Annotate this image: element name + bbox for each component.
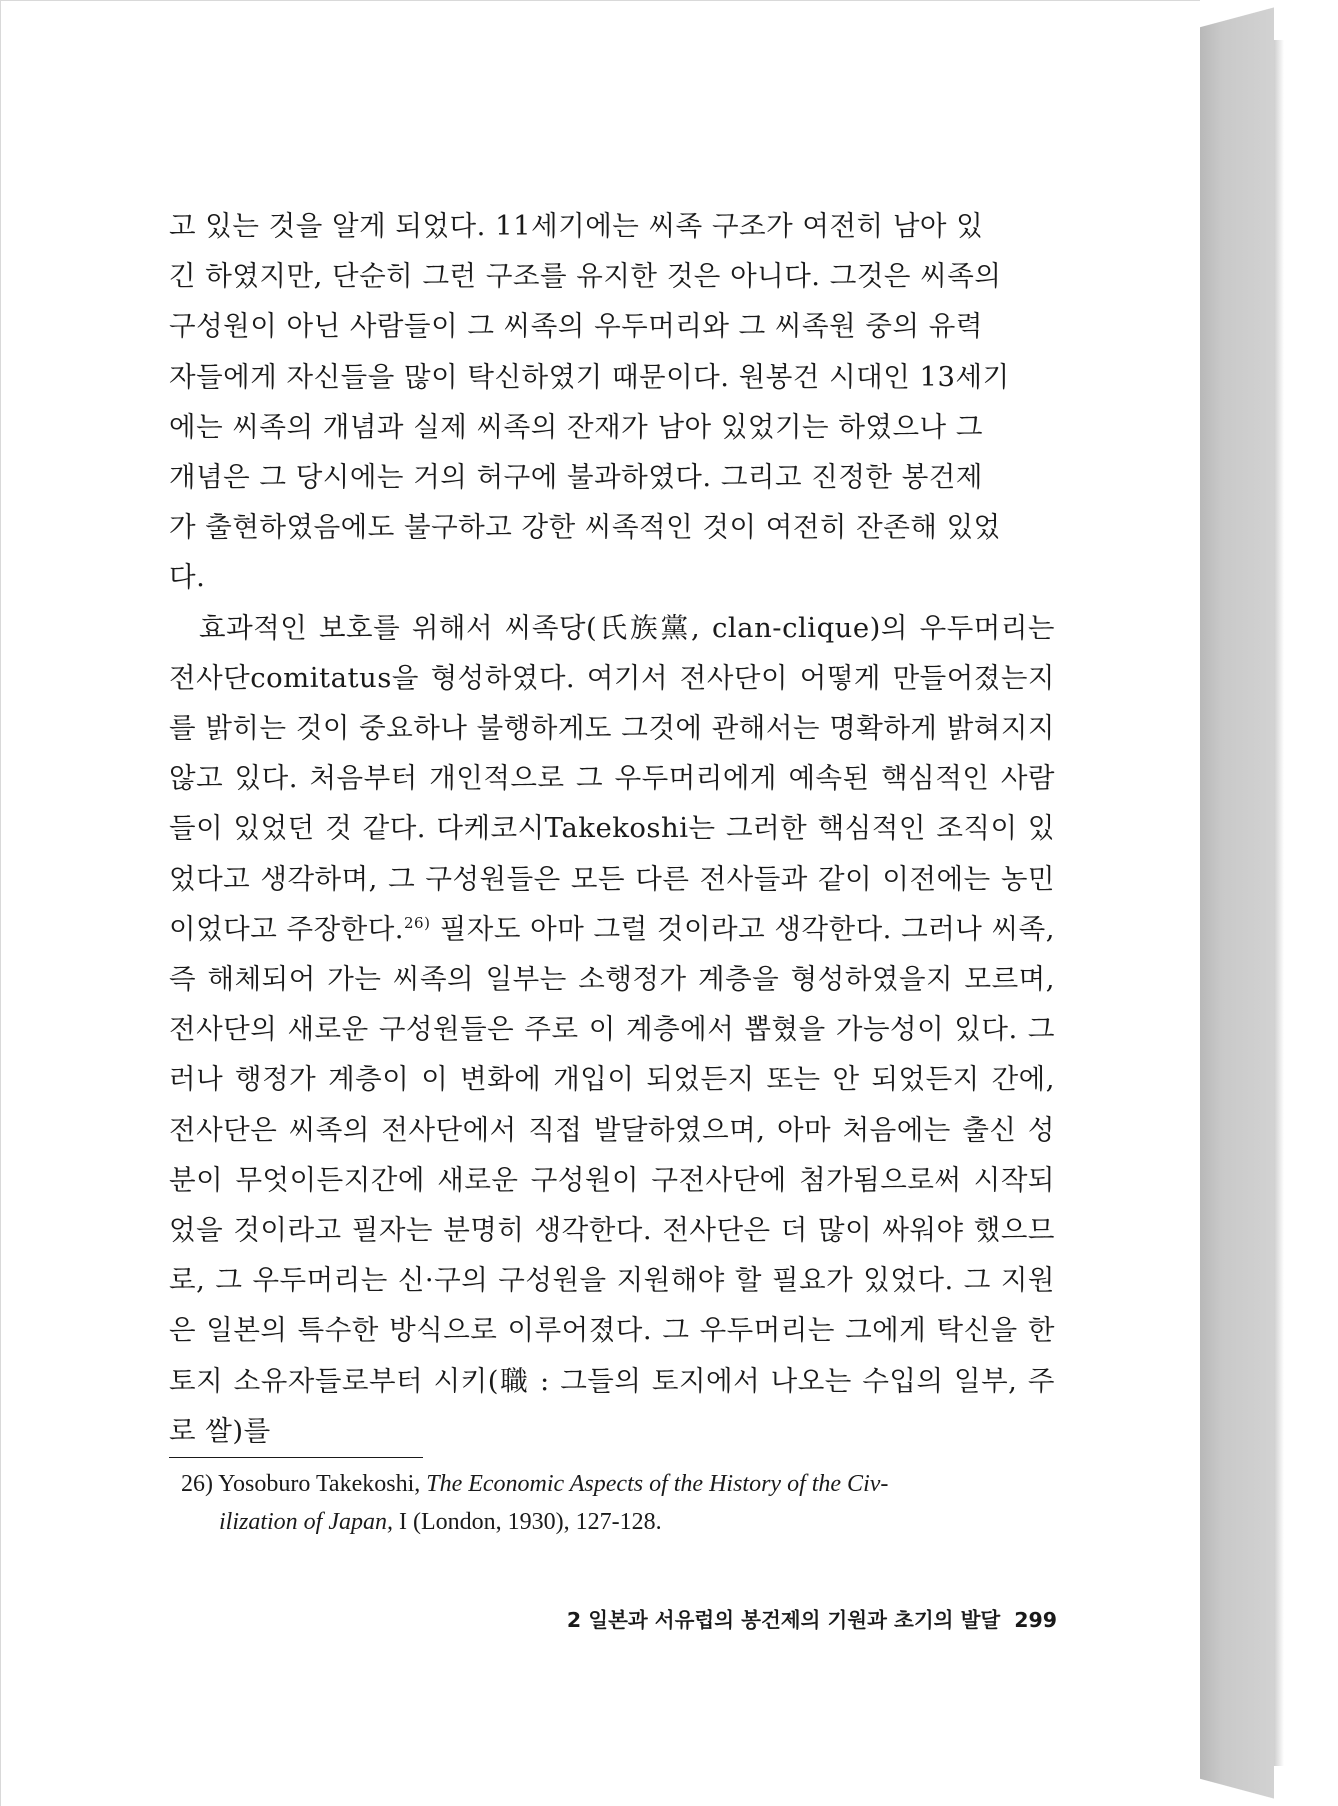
paragraph-1 [169, 201, 1055, 603]
paragraph-1-line: 가 출현하였음에도 불구하고 강한 씨족적인 것이 여전히 잔존해 있었 [169, 511, 1001, 544]
page-edge-bottom-corner [1200, 1766, 1274, 1806]
paragraph-1-line: 개념은 그 당시에는 거의 허구에 불과하였다. 그리고 진정한 봉건제 [169, 461, 983, 494]
running-footer [401, 1603, 1057, 1633]
footnote-divider [169, 1457, 423, 1458]
paragraph-1-line: 긴 하였지만, 단순히 그런 구조를 유지한 것은 아니다. 그것은 씨족의 [169, 260, 1002, 293]
footnote-reference: 26) [404, 913, 431, 932]
footnote-line-1 [181, 1465, 1061, 1503]
footnote-author: Yosoburo Takekoshi, [218, 1471, 421, 1497]
page-number: 299 [1014, 1608, 1057, 1632]
footnote-number: 26) [181, 1471, 213, 1497]
book-page-edges [1200, 0, 1274, 1806]
paragraph-1-line: 고 있는 것을 알게 되었다. 11세기에는 씨족 구조가 여전히 남아 있 [169, 210, 984, 242]
paragraph-2-text-b: 필자도 아마 그럴 것이라고 생각한다. 그러나 씨족, 즉 해체되어 가는 씨족의 일부는 소행정가 계층을 형성하였을지 모르며, 전사단의 새로운 구성원들은 주로 이 계층에서 뽑혔을 가능성이 있다. 그러나 행정가 계층이 이 변화에 개입이 되었든지 또는 안 되었든지 간에, 전사단은 씨족의 전사단에서 직접 발달하였으며, 아마 처음에는 출신 성분이 무엇이든지간에 새로운 구성원이 구전사단에 첨가됨으로써 시작되었을 것이라고 필자는 분명히 생각한다. 전사단은 더 많이 싸워야 했으므로, 그 우두머리는 신·구의 구성원을 지원해야 할 필요가 있었다. 그 지원은 일본의 특수한 방식으로 이루어졌다. 그 우두머리는 그에게 탁신을 한 토지 소유자들로부터 시키(職 : 그들의 토지에서 나오는 수입의 일부, 주로 쌀)를 [169, 912, 1056, 1447]
paragraph-1-line: 에는 씨족의 개념과 실제 씨족의 잔재가 남아 있었기는 하였으나 그 [169, 410, 983, 443]
paragraph-2 [169, 603, 1055, 1456]
book-shadow [1274, 40, 1284, 1766]
chapter-title: 2 일본과 서유럽의 봉건제의 기원과 초기의 발달 [566, 1608, 1001, 1632]
footnote [181, 1465, 1061, 1541]
paragraph-1-line: 구성원이 아닌 사람들이 그 씨족의 우두머리와 그 씨족원 중의 유력 [169, 310, 983, 343]
paragraph-1-line: 다. [169, 561, 206, 594]
footnote-title: The Economic Aspects of the History of the Civ- [426, 1471, 889, 1497]
page-edge-top-corner [1200, 0, 1274, 40]
footnote-line-2 [181, 1503, 1061, 1541]
body-text [169, 201, 1055, 1456]
footnote-title-continued: ilization of Japan, [219, 1509, 393, 1535]
paragraph-1-line: 자들에게 자신들을 많이 탁신하였기 때문이다. 원봉건 시대인 13세기 [169, 360, 1010, 393]
paragraph-2-text-a: 효과적인 보호를 위해서 씨족당(氏族黨, clan-clique)의 우두머리는 전사단comitatus을 형성하였다. 여기서 전사단이 어떻게 만들어졌는지를 밝히는 것이 중요하나 불행하게도 그것에 관해서는 명확하게 밝혀지지 않고 있다. 처음부터 개인적으로 그 우두머리에게 예속된 핵심적인 사람들이 있었던 것 같다. 다케코시Takekoshi는 그러한 핵심적인 조직이 있었다고 생각하며, 그 구성원들은 모든 다른 전사들과 같이 이전에는 농민이었다고 주장한다. [169, 611, 1055, 945]
footnote-details: I (London, 1930), 127-128. [399, 1509, 662, 1535]
